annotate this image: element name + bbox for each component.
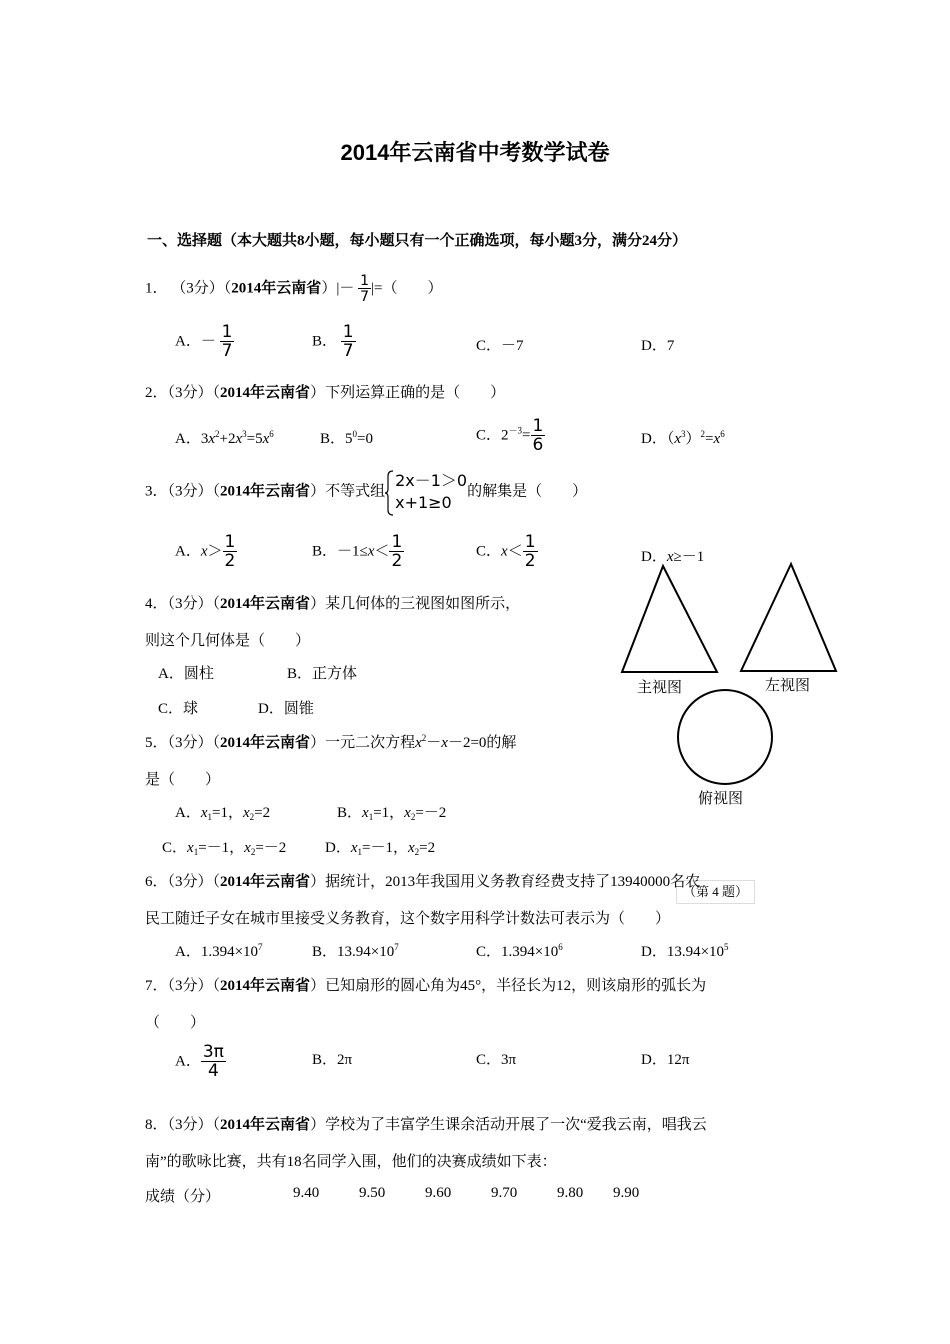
score-table-header: 成绩（分） [145, 1189, 221, 1205]
fraction: $\frac{1}{7}$ [360, 273, 370, 305]
top-view-circle [678, 690, 772, 784]
fraction: $\frac{1}{6}$ [532, 416, 544, 455]
q7-option-b: B．2π [312, 1052, 353, 1068]
question-6-line2: 民工随迁子女在城市里接受义务教育，这个数字用科学计数法可表示为（ ） [145, 911, 671, 927]
points-tag: （3分） [171, 280, 224, 297]
score-cell: 9.60 [425, 1185, 452, 1201]
q5-option-c: C．$x_1=-1$，$x_2=-2$ [162, 840, 287, 857]
question-7-line2: （ ） [145, 1015, 206, 1031]
q2-option-c: C．$2^{-3}=$ $\frac{1}{6}$ [476, 416, 544, 455]
score-cell: 9.90 [613, 1185, 640, 1201]
q5-option-b: B．$x_1=1$，$x_2=-2$ [337, 805, 447, 822]
q2-option-a: A．$3x^2+2x^3=5x^6$ [175, 429, 274, 447]
question-number: 1． [145, 280, 168, 297]
left-view-label: 左视图 [765, 676, 811, 694]
q1-option-d: D．7 [641, 338, 675, 354]
q6-option-c: C．$1.394\times 10^6$ [476, 942, 563, 960]
q3-option-a: A．x＞ $\frac{1}{2}$ [175, 532, 236, 571]
q5-option-d: D．$x_1=-1$，$x_2=2$ [325, 840, 436, 857]
question-7: 7．（3分）（2014年云南省）已知扇形的圆心角为45°，半径长为12，则该扇形的弧长为 [145, 978, 707, 994]
score-cell: 9.40 [293, 1185, 320, 1201]
q1-option-b: B． $\frac{1}{7}$ [312, 322, 354, 361]
q6-option-a: A．$1.394\times 10^7$ [175, 942, 263, 960]
score-cell: 9.50 [359, 1185, 386, 1201]
q3-option-c: C．x＜ $\frac{1}{2}$ [476, 532, 536, 571]
figure-caption: （第 4 题） [676, 880, 755, 904]
score-cell: 9.80 [557, 1185, 584, 1201]
q4-option-c: C．球 [158, 701, 199, 717]
inequality-system: 2x－1＞0 x+1≥0 [385, 470, 467, 514]
q4-option-b: B．正方体 [287, 666, 358, 682]
q4-option-a: A．圆柱 [158, 666, 214, 682]
section-heading: 一、选择题（本大题共8小题，每小题只有一个正确选项，每小题3分，满分24分） [147, 233, 688, 249]
question-2: 2．（3分）（2014年云南省）下列运算正确的是（ ） [145, 385, 506, 401]
q7-option-c: C．3π [476, 1052, 517, 1068]
q6-option-d: D．$13.94\times 10^5$ [641, 942, 729, 960]
answer-blank: （ ） [382, 280, 443, 297]
q1-option-a: A．－ $\frac{1}{7}$ [175, 322, 233, 361]
q3-option-d: D．x≥－1 [641, 549, 705, 565]
question-8: 8．（3分）（2014年云南省）学校为了丰富学生课余活动开展了一次“爱我云南，唱我云 [145, 1117, 707, 1133]
front-view-triangle [622, 566, 717, 672]
score-cell: 9.70 [491, 1185, 518, 1201]
left-view-triangle [741, 564, 836, 671]
q7-option-d: D．12π [641, 1052, 690, 1068]
fraction: $\frac{1}{7}$ [342, 322, 354, 361]
question-5-line2: 是（ ） [145, 772, 221, 788]
question-4: 4．（3分）（2014年云南省）某几何体的三视图如图所示， [145, 596, 521, 612]
q6-option-b: B．$13.94\times 10^7$ [312, 942, 399, 960]
q3-option-b: B．－1≤x＜ $\frac{1}{2}$ [312, 532, 403, 571]
question-1: 1． （3分）（2014年云南省）|－ $\frac{1}{7}$ |=（ ） [145, 273, 443, 305]
q7-option-a: A． $\frac{3\pi}{4}$ [175, 1042, 224, 1081]
front-view-label: 主视图 [637, 678, 683, 696]
q2-option-b: B．$5^0=0$ [320, 429, 373, 447]
top-view-label: 俯视图 [698, 789, 744, 807]
question-3: 3．（3分）（2014年云南省）不等式组 2x－1＞0 x+1≥0 的解集是（ ） [145, 470, 587, 514]
q4-option-d: D．圆锥 [258, 701, 314, 717]
q2-option-d: D．$(x^3)^2=x^6$ [641, 429, 725, 447]
question-5: 5．（3分）（2014年云南省）一元二次方程$x^2-x-2=0$的解 [145, 733, 517, 751]
question-6: 6．（3分）（2014年云南省）据统计，2013年我国用义务教育经费支持了13940000名农 [145, 874, 701, 890]
q5-option-a: A．$x_1=1$，$x_2=2$ [175, 805, 271, 822]
question-8-line2: 南”的歌咏比赛，共有18名同学入围，他们的决赛成绩如下表： [145, 1154, 557, 1170]
q1-option-c: C．－7 [476, 338, 524, 354]
fraction: $\frac{1}{7}$ [221, 322, 233, 361]
source-tag: 2014年云南省 [231, 280, 322, 297]
page-title: 2014年云南省中考数学试卷 [340, 140, 610, 165]
question-4-line2: 则这个几何体是（ ） [145, 633, 311, 649]
